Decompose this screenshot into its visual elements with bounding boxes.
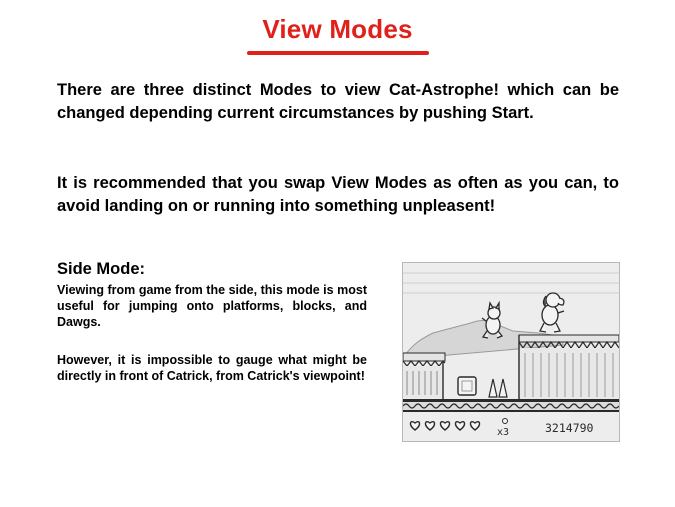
dawg-character (540, 293, 564, 332)
lives-counter: x3 (497, 427, 510, 438)
game-screenshot-side-mode (402, 262, 620, 442)
intro-paragraph-2: It is recommended that you swap View Modes as often as you can, to avoid landing on or running into something unpleasent! (57, 174, 619, 215)
side-mode-heading: Side Mode: (57, 260, 146, 278)
hud (403, 412, 619, 441)
ground (403, 399, 619, 412)
title-underline (247, 51, 429, 55)
sky-stripes (403, 273, 619, 293)
side-mode-description-1: Viewing from game from the side, this mode is most useful for jumping onto platforms, blocks, and Dawgs. (57, 283, 367, 329)
block (458, 377, 476, 395)
side-mode-description-2: However, it is impossible to gauge what might be directly in front of Catrick, from Catrick's viewpoint! (57, 353, 367, 383)
left-platform (403, 353, 445, 399)
spikes (489, 379, 507, 397)
score-readout: 3214790 (545, 421, 594, 435)
lives-icon (503, 419, 508, 424)
game-scene (403, 263, 619, 441)
intro-paragraph-1: There are three distinct Modes to view Cat-Astrophe! which can be changed depending current circumstances by pushing Start. (57, 81, 619, 122)
page-title: View Modes (262, 14, 413, 44)
